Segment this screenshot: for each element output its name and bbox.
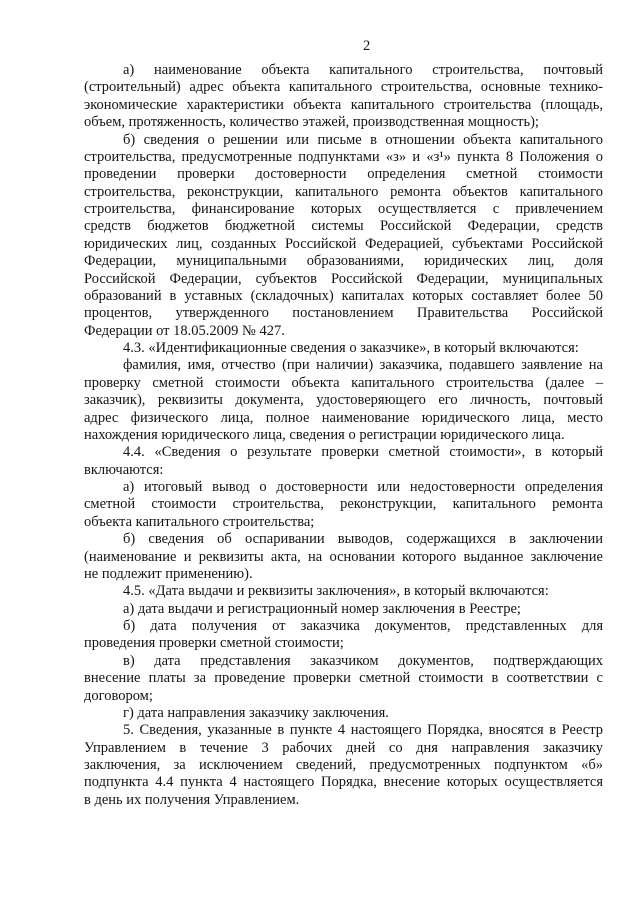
text-line: не подлежит применению). <box>84 565 253 582</box>
text-line: в) дата представления заказчиком документов, подтверждающих <box>123 652 603 669</box>
text-line: образований в уставных (складочных) капиталах которых составляет более 50 <box>84 287 603 304</box>
text-line: г) дата направления заказчику заключения. <box>123 704 389 721</box>
text-line: объем, протяженность, количество этажей, производственная мощность); <box>84 114 539 131</box>
clause-4-4-heading <box>84 444 603 479</box>
text-line: строительства, реконструкции, капитального ремонта объектов капитального <box>84 183 603 200</box>
text-line: внесение платы за проведение проверки сметной стоимости в соответствии с <box>84 670 603 687</box>
text-line: 4.4. «Сведения о результате проверки сметной стоимости», в который <box>123 444 603 461</box>
text-line: юридических лиц, созданных Российской Федерацией, субъектами Российской <box>84 235 603 252</box>
clause-4-5-a <box>84 601 603 618</box>
text-line: объекта капитального строительства; <box>84 513 315 530</box>
clause-4-3-body <box>84 357 603 444</box>
text-line: б) сведения о решении или письме в отношении объекта капитального <box>123 131 603 148</box>
text-line: (наименование и реквизиты акта, на основании которого выданное заключение <box>84 548 603 565</box>
text-line: б) дата получения от заказчика документов, представленных для <box>123 618 603 634</box>
text-line: проведении проверки достоверности определения сметной стоимости <box>84 166 603 183</box>
text-line: (строительный) адрес объекта капитального строительства, основные технико- <box>84 79 603 96</box>
text-line: Российской Федерации, субъектов Российской Федерации, муниципальных <box>84 270 603 287</box>
clause-4-5-g <box>84 705 603 722</box>
clause-4-4-b <box>84 531 603 583</box>
clause-4-5-heading <box>84 583 603 600</box>
text-line: адрес физического лица, полное наименование юридического лица, место <box>84 409 603 426</box>
text-line: Федерации, муниципальными образованиями, юридических лиц, доля <box>84 253 603 270</box>
text-line: нахождения юридического лица, сведения о регистрации юридического лица. <box>84 426 565 443</box>
text-line: фамилия, имя, отчество (при наличии) заказчика, подавшего заявление на <box>123 357 603 374</box>
text-line: заключения, за исключением сведений, предусмотренных подпунктом «б» <box>84 757 603 773</box>
text-line: сметной стоимости строительства, реконструкции, капитального ремонта <box>84 496 603 513</box>
text-line: а) итоговый вывод о достоверности или недостоверности определения <box>123 479 603 495</box>
text-line: процентов, утвержденного постановлением Правительства Российской <box>84 305 603 322</box>
text-line: 4.5. «Дата выдачи и реквизиты заключения», в который включаются: <box>123 583 549 600</box>
text-line: строительства, предусмотренные подпунктами «з» и «з¹» пункта 8 Положения о <box>84 148 603 165</box>
text-line: 5. Сведения, указанные в пункте 4 настоящего Порядка, вносятся в Реестр <box>123 722 603 739</box>
text-line: Федерации от 18.05.2009 № 427. <box>84 322 285 339</box>
subitem-a-object-info <box>84 62 603 132</box>
subitem-b-decision-info <box>84 132 603 341</box>
text-line: подпункта 4.4 пункта 4 настоящего Порядка, внесение которых осуществляется <box>84 774 603 791</box>
text-line: 4.3. «Идентификационные сведения о заказчике», в который включаются: <box>123 340 579 356</box>
text-line: проверку сметной стоимости объекта капитального строительства (далее – <box>84 374 603 391</box>
text-line: средств бюджетов бюджетной системы Российской Федерации, средств <box>84 218 603 235</box>
text-line: а) наименование объекта капитального строительства, почтовый <box>123 62 603 78</box>
text-line: в день их получения Управлением. <box>84 791 300 808</box>
text-line: а) дата выдачи и регистрационный номер заключения в Реестре; <box>123 600 521 617</box>
document-body <box>84 62 603 809</box>
clause-4-5-b <box>84 618 603 653</box>
clause-4-5-v <box>84 653 603 705</box>
text-line: заказчик), реквизиты документа, удостоверяющего его личность, почтовый <box>84 392 603 409</box>
text-line: включаются: <box>84 461 164 478</box>
clause-5 <box>84 722 603 809</box>
text-line: договором; <box>84 687 153 704</box>
clause-4-4-a <box>84 479 603 531</box>
text-line: б) сведения об оспаривании выводов, содержащихся в заключении <box>123 531 603 548</box>
text-line: проведения проверки сметной стоимости; <box>84 635 344 652</box>
text-line: экономические характеристики объекта капитального строительства (площадь, <box>84 96 603 113</box>
text-line: Управлением в течение 3 рабочих дней со дня направления заказчику <box>84 739 603 756</box>
text-line: строительства, финансирование которых осуществляется с привлечением <box>84 201 603 217</box>
clause-4-3-heading <box>84 340 603 357</box>
page-number: 2 <box>363 38 371 54</box>
